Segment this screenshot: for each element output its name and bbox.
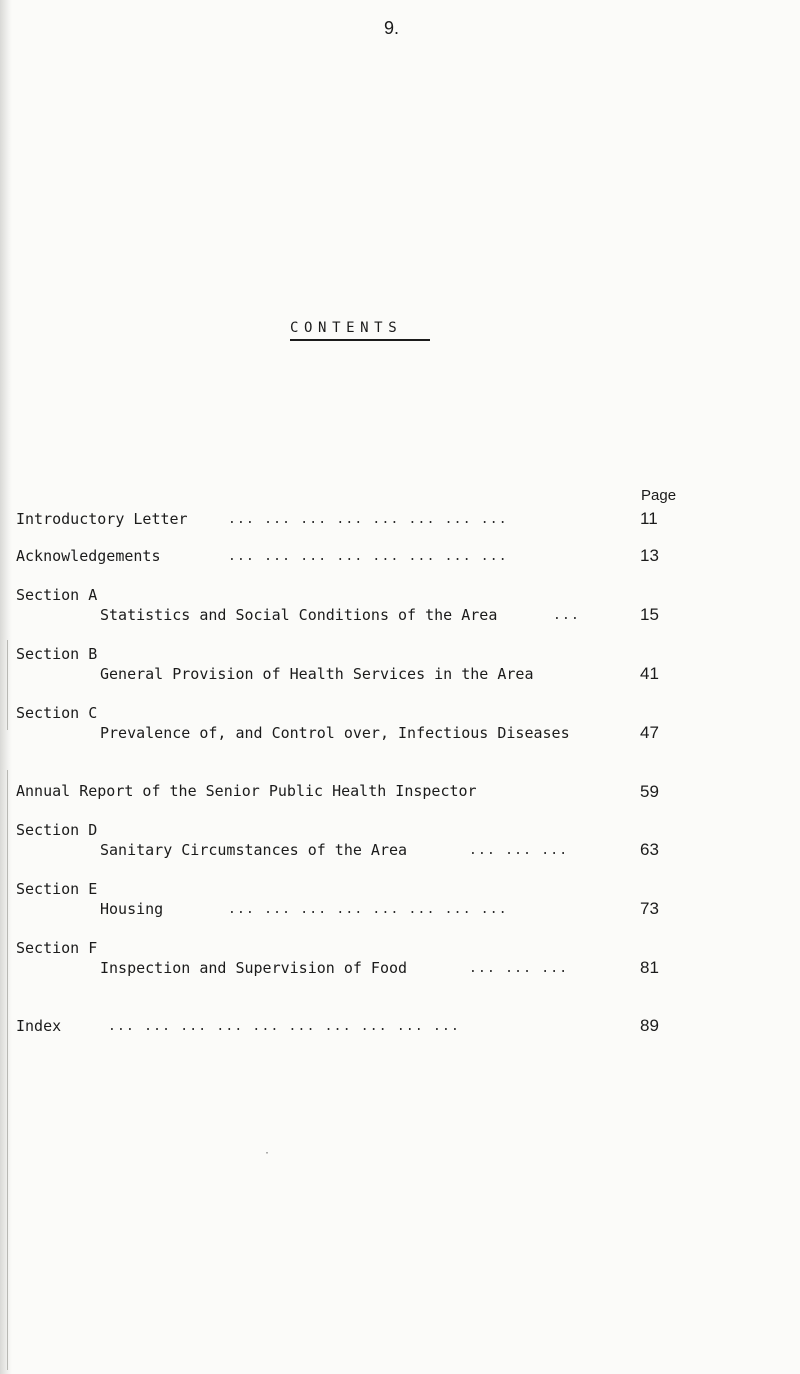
entry-label-statistics: Statistics and Social Conditions of the Area bbox=[100, 606, 498, 624]
section-heading-d: Section D bbox=[16, 821, 98, 839]
entry-page-number: 47 bbox=[640, 723, 659, 742]
entry-page-number: 59 bbox=[640, 782, 659, 801]
entry-label-index: Index bbox=[16, 1017, 62, 1035]
entry-label-housing: Housing bbox=[100, 900, 164, 918]
entry-page-number: 81 bbox=[640, 958, 659, 977]
leader-dots: ... ... ... bbox=[469, 843, 569, 858]
leader-dots: ... ... ... ... ... ... ... ... ... ... bbox=[108, 1019, 461, 1034]
entry-label-introductory-letter: Introductory Letter bbox=[16, 510, 188, 528]
leader-dots: ... bbox=[553, 608, 581, 623]
entry-label-food: Inspection and Supervision of Food bbox=[100, 959, 408, 977]
scan-edge bbox=[0, 0, 12, 1374]
section-heading-e: Section E bbox=[16, 880, 98, 898]
entry-label-health-services: General Provision of Health Services in the Area bbox=[100, 665, 534, 683]
entry-page-number: 89 bbox=[640, 1016, 659, 1035]
page-number: 9. bbox=[384, 18, 400, 38]
entry-label-sanitary: Sanitary Circumstances of the Area bbox=[100, 841, 408, 859]
leader-dots: ... ... ... ... ... ... ... ... bbox=[228, 549, 508, 564]
title-underline bbox=[290, 339, 430, 341]
section-heading-c: Section C bbox=[16, 704, 98, 722]
entry-label-annual-report: Annual Report of the Senior Public Health Inspector bbox=[16, 782, 477, 800]
entry-page-number: 41 bbox=[640, 664, 659, 683]
section-heading-a: Section A bbox=[16, 586, 98, 604]
entry-page-number: 11 bbox=[640, 509, 658, 528]
scan-line bbox=[7, 770, 8, 1370]
entry-page-number: 73 bbox=[640, 899, 659, 918]
scan-speck: · bbox=[264, 1148, 271, 1159]
section-heading-f: Section F bbox=[16, 939, 98, 957]
leader-dots: ... ... ... bbox=[469, 961, 569, 976]
entry-page-number: 63 bbox=[640, 840, 659, 859]
leader-dots: ... ... ... ... ... ... ... ... bbox=[228, 902, 508, 917]
leader-dots: ... ... ... ... ... ... ... ... bbox=[228, 512, 508, 527]
entry-label-acknowledgements: Acknowledgements bbox=[16, 547, 161, 565]
page-column-header: Page bbox=[641, 487, 677, 504]
entry-page-number: 15 bbox=[640, 605, 659, 624]
entry-page-number: 13 bbox=[640, 546, 659, 565]
entry-label-infectious-diseases: Prevalence of, and Control over, Infectious Diseases bbox=[100, 724, 570, 742]
scan-line bbox=[7, 640, 8, 730]
section-heading-b: Section B bbox=[16, 645, 98, 663]
contents-title: CONTENTS bbox=[290, 320, 403, 336]
